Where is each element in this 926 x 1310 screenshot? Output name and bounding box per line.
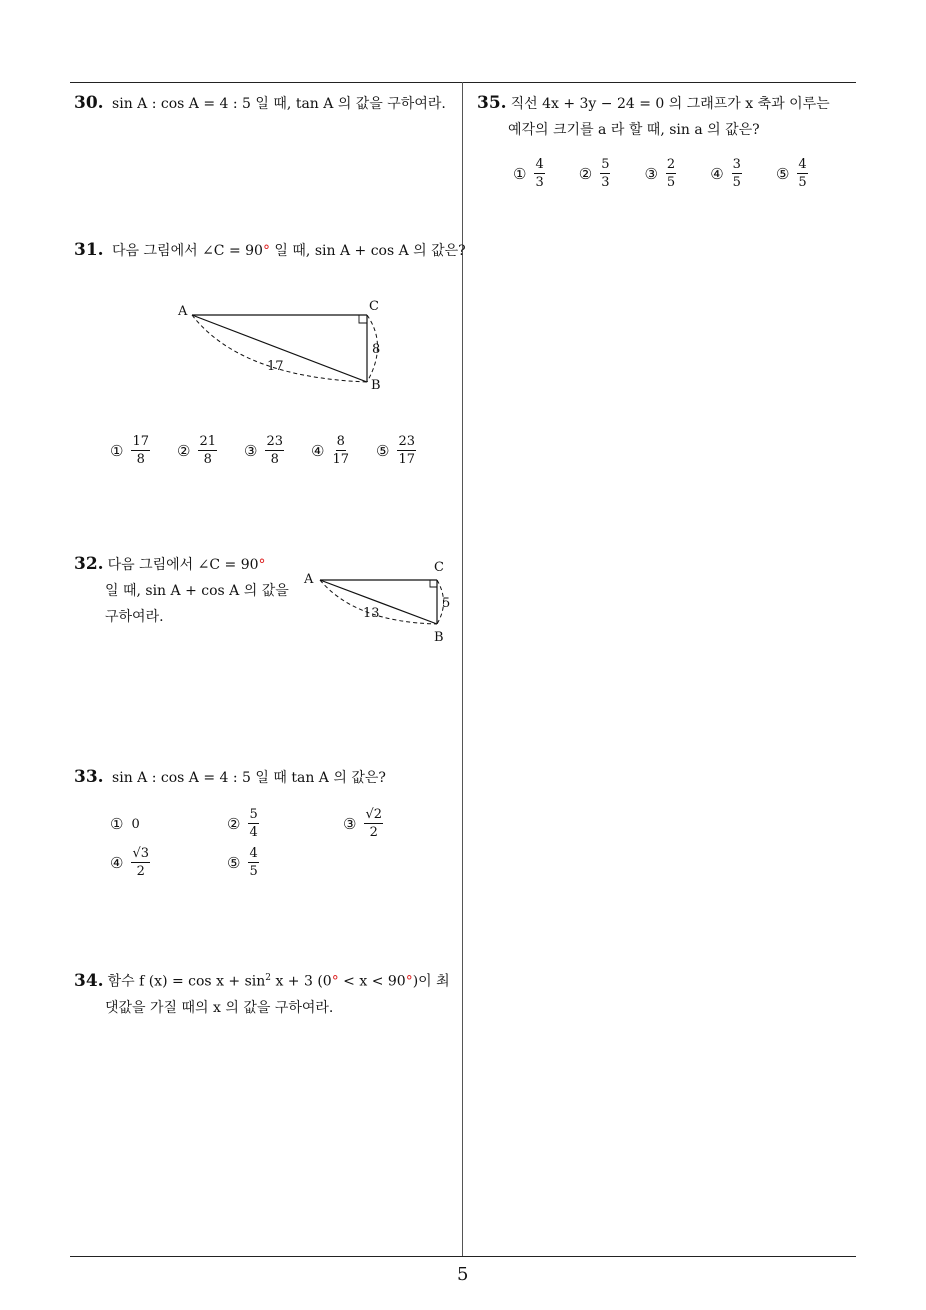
question-34: 34. 함수 f $(x) = \cos x + \sin^2 x + 3$ (0° < x < 90°)이 최 댓값을 가질 때의 x 의 값을 구하여라. [74, 965, 450, 1021]
bottom-rule [70, 1256, 856, 1257]
question-number: 31. [74, 240, 104, 260]
choice-5[interactable]: ⑤ $\frac{4}{5}$ [775, 157, 807, 190]
choices-35 [513, 157, 808, 190]
vertex-label-a: A [304, 572, 314, 587]
vertex-label-b: B [434, 630, 444, 645]
question-text-cont: 일 때, sin A + cos A 의 값은? [274, 243, 466, 259]
choice-3[interactable]: ③ $\frac{2}{5}$ [644, 157, 676, 190]
question-text: 직선 4x + 3y − 24 = 0 의 그래프가 x 축과 이루는 [510, 96, 830, 112]
question-text: sin A : cos A = 4 : 5 일 때, tan A 의 값을 구하여라. [112, 96, 446, 112]
question-number: 33. [74, 767, 104, 787]
question-text-line2: 예각의 크기를 a 라 할 때, sin a 의 값은? [508, 122, 760, 138]
vertex-label-a: A [178, 304, 188, 319]
choice-1[interactable]: ① $\frac{17}{8}$ [110, 434, 149, 467]
choice-4[interactable]: ④ $\frac{3}{5}$ [710, 157, 741, 190]
question-35 [477, 90, 830, 143]
question-number: 34. [74, 970, 104, 991]
question-text: 다음 그림에서 ∠C = 90 [112, 243, 263, 259]
choice-5[interactable]: ⑤ $\frac{4}{5}$ [227, 846, 258, 879]
degree-mark: ° [262, 243, 270, 259]
question-number: 30. [74, 93, 104, 113]
choices-31 [110, 434, 416, 467]
choice-1[interactable]: ① 0 [110, 815, 140, 833]
question-32 [74, 551, 289, 630]
length-label-side: 5 [442, 596, 451, 611]
choice-5[interactable]: ⑤ $\frac{23}{17}$ [376, 434, 415, 467]
question-text: sin A : cos A = 4 : 5 일 때 tan A 의 값은? [112, 770, 386, 786]
length-label-hyp: 17 [267, 359, 284, 374]
question-text-line3: 구하여라. [105, 609, 164, 625]
question-30 [74, 90, 446, 117]
triangle-figure-31 [170, 295, 400, 400]
choice-3[interactable]: ③ $\frac{√2}{2}$ [343, 807, 383, 840]
question-number: 35. [477, 93, 507, 113]
choice-2[interactable]: ② $\frac{21}{8}$ [177, 434, 216, 467]
top-rule [70, 82, 856, 83]
length-label-hyp: 13 [363, 606, 380, 621]
question-text-line2: 댓값을 가질 때의 x 의 값을 구하여라. [105, 999, 334, 1016]
question-number: 32. [74, 554, 104, 574]
vertex-label-c: C [369, 299, 379, 314]
question-33 [74, 764, 386, 791]
question-text-line2: 일 때, sin A + cos A 의 값을 [105, 583, 289, 599]
choice-2[interactable]: ② $\frac{5}{4}$ [227, 807, 258, 840]
degree-mark: ° [258, 557, 266, 573]
choice-4[interactable]: ④ $\frac{8}{17}$ [311, 434, 349, 467]
choice-1[interactable]: ① $\frac{4}{3}$ [513, 157, 544, 190]
page-number: 5 [457, 1264, 469, 1285]
vertex-label-b: B [371, 378, 381, 393]
question-31 [74, 237, 466, 264]
vertex-label-c: C [434, 560, 444, 575]
length-label-side: 8 [372, 342, 381, 357]
choice-2[interactable]: ② $\frac{5}{3}$ [578, 157, 610, 190]
choice-3[interactable]: ③ $\frac{23}{8}$ [244, 434, 283, 467]
choice-4[interactable]: ④ $\frac{√3}{2}$ [110, 846, 150, 879]
question-text: 다음 그림에서 ∠C = 90 [107, 557, 259, 573]
